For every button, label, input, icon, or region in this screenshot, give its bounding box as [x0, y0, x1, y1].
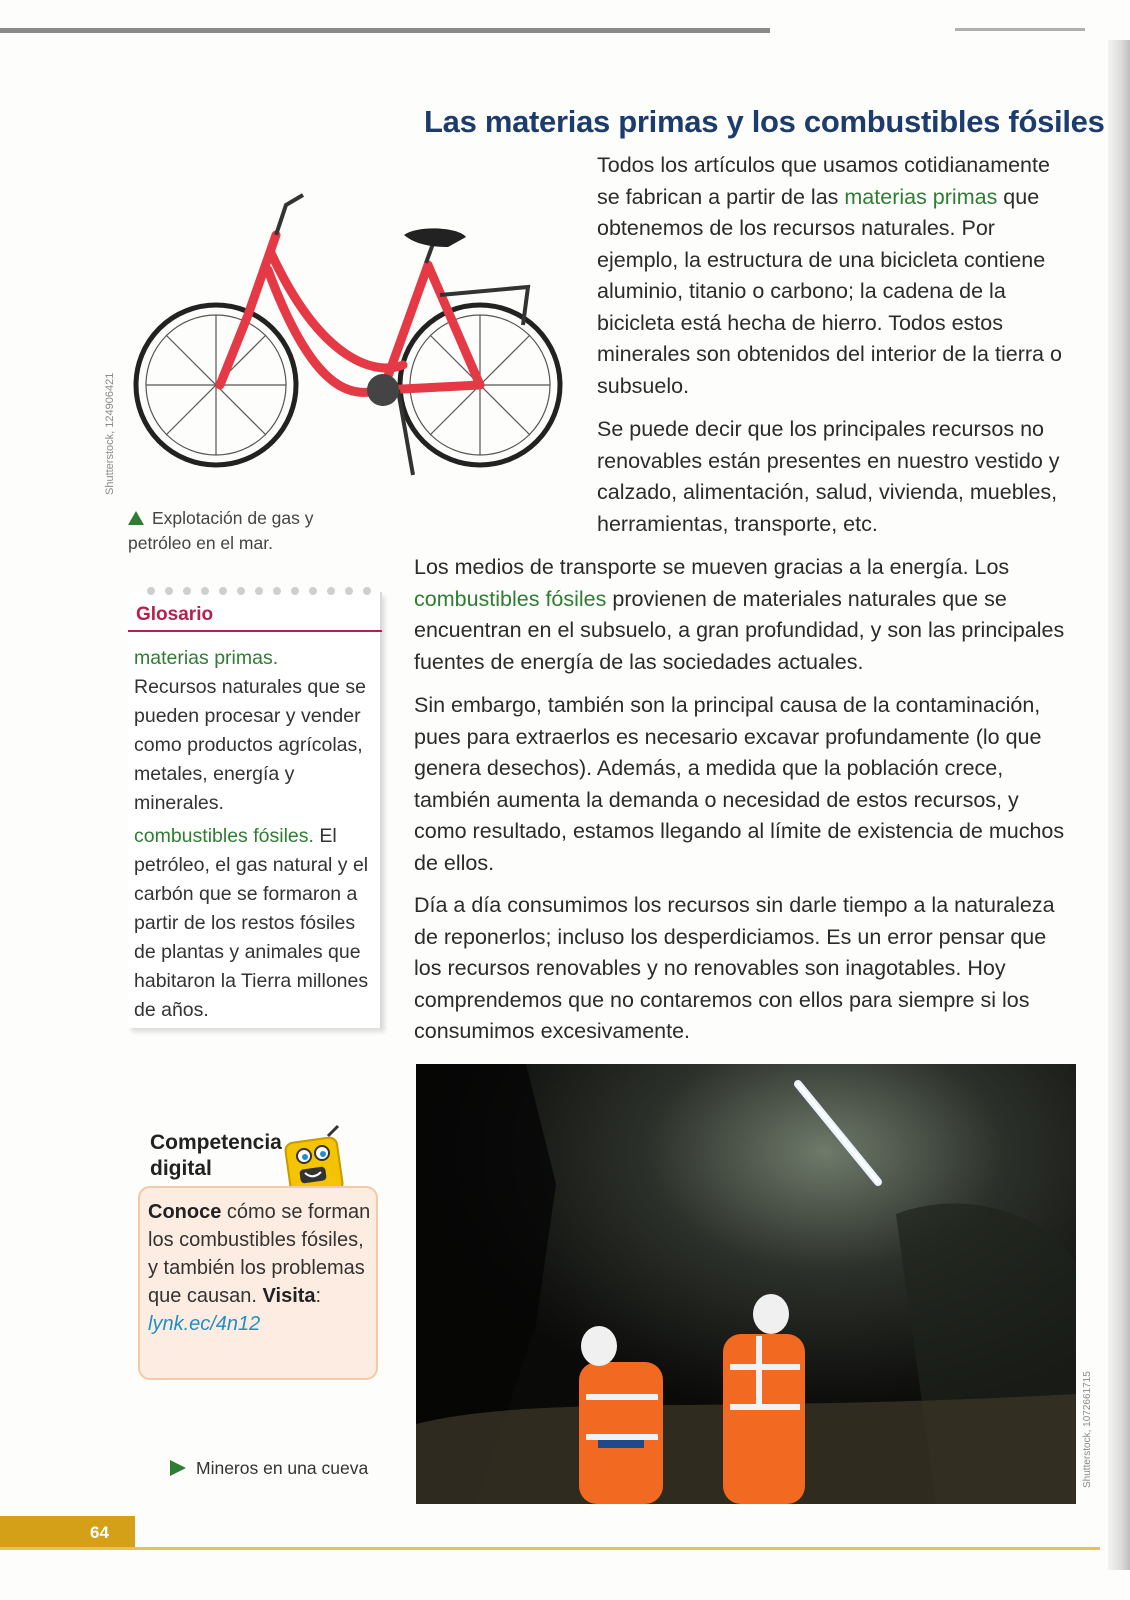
competencia-colon: :	[315, 1285, 322, 1307]
competencia-title-line-2: digital	[150, 1157, 212, 1180]
glossary-term: materias primas.	[134, 647, 279, 669]
bicycle-image	[128, 175, 588, 495]
top-edge-band-right	[955, 28, 1085, 31]
miners-caption	[170, 1458, 368, 1479]
glossary-entry	[134, 644, 378, 818]
competencia-digital-title	[150, 1130, 282, 1182]
miners-cave-photo	[416, 1064, 1076, 1504]
photo-credit-miners: Shutterstock, 1072661715	[1082, 1371, 1093, 1488]
glossary-title: Glosario	[136, 604, 214, 625]
paragraph-3-part-b: provienen de materiales naturales que se encuentran en el subsuelo, a gran profundidad, y son las principales fuentes de energía de las sociedades actuales.	[414, 586, 1065, 674]
glossary-body	[134, 644, 378, 1025]
glossary-divider	[128, 630, 382, 632]
paragraph-1-part-b: que obtenemos de los recursos naturales. Por ejemplo, la estructura de una bicicleta contiene aluminio, titanio o carbono; la cadena de la bicicleta está hecha de hierro. Todos estos minerales son obtenidos del interior de la tierra o subsuelo.	[597, 184, 1062, 398]
paragraph-1	[597, 150, 1075, 402]
paragraph-3	[414, 552, 1076, 678]
page-bottom-strip	[0, 1547, 1100, 1550]
competencia-digital-box	[138, 1186, 378, 1380]
page-spine-shadow	[1108, 40, 1130, 1570]
glossary-entry	[134, 822, 378, 1025]
competencia-title-line-1: Competencia	[150, 1131, 282, 1154]
paragraph-2: Se puede decir que los principales recursos no renovables están presentes en nuestro vestido y calzado, alimentación, salud, vivienda, muebles, herramientas, transporte, etc.	[597, 417, 1060, 536]
glossary-card	[128, 592, 382, 1028]
glossary-term: combustibles fósiles.	[134, 825, 314, 847]
glossary-definition: El petróleo, el gas natural y el carbón que se formaron a partir de los restos fósiles de plantas y animales que habitaron la Tierra millones de años.	[134, 825, 369, 1021]
page-number-tab	[0, 1516, 135, 1550]
term-combustibles-fosiles: combustibles fósiles	[414, 586, 607, 611]
page-title: Las materias primas y los combustibles fósiles	[424, 104, 1105, 139]
competencia-body: cómo se forman los combustibles fósiles, y también los problemas que causan.	[148, 1201, 371, 1307]
competencia-visit-label: Visita	[262, 1285, 316, 1307]
term-materias-primas: materias primas	[844, 184, 998, 209]
competencia-lead: Conoce	[148, 1201, 222, 1223]
bicycle-caption-text: Explotación de gas y petróleo en el mar.	[128, 508, 314, 553]
photo-credit-bicycle: Shutterstock, 124906421	[104, 372, 116, 495]
paragraph-1-part-a: Todos los artículos que usamos cotidianamente se fabrican a partir de las	[597, 153, 1050, 209]
paragraph-3-part-a: Los medios de transporte se mueven gracias a la energía. Los	[414, 555, 1010, 579]
bicycle-caption	[128, 506, 358, 556]
competencia-link[interactable]: lynk.ec/4n12	[148, 1313, 261, 1335]
triangle-right-icon	[170, 1460, 186, 1476]
spiral-binding-icon	[146, 584, 376, 598]
miners-caption-text: Mineros en una cueva	[196, 1458, 369, 1478]
top-edge-band	[0, 28, 770, 33]
paragraph-4: Sin embargo, también son la principal causa de la contaminación, pues para extraerlos es necesario excavar profundamente (lo que genera desechos). Además, a medida que la población crece, también aumenta la demanda o necesidad de estos recursos, y como resultado, estamos llegando al límite de existencia de muchos de ellos.	[414, 693, 1065, 875]
triangle-up-icon	[128, 511, 144, 525]
competencia-text	[148, 1198, 376, 1338]
glossary-definition: Recursos naturales que se pueden procesar y vender como productos agrícolas, metales, energía y minerales.	[134, 676, 366, 814]
paragraph-5: Día a día consumimos los recursos sin darle tiempo a la naturaleza de reponerlos; incluso los desperdiciamos. Es un error pensar que los recursos renovables y no renovables son inagotables. Hoy comprendemos que no contaremos con ellos para siempre si los consumimos excesivamente.	[414, 893, 1055, 1043]
page-number: 64	[90, 1523, 109, 1542]
